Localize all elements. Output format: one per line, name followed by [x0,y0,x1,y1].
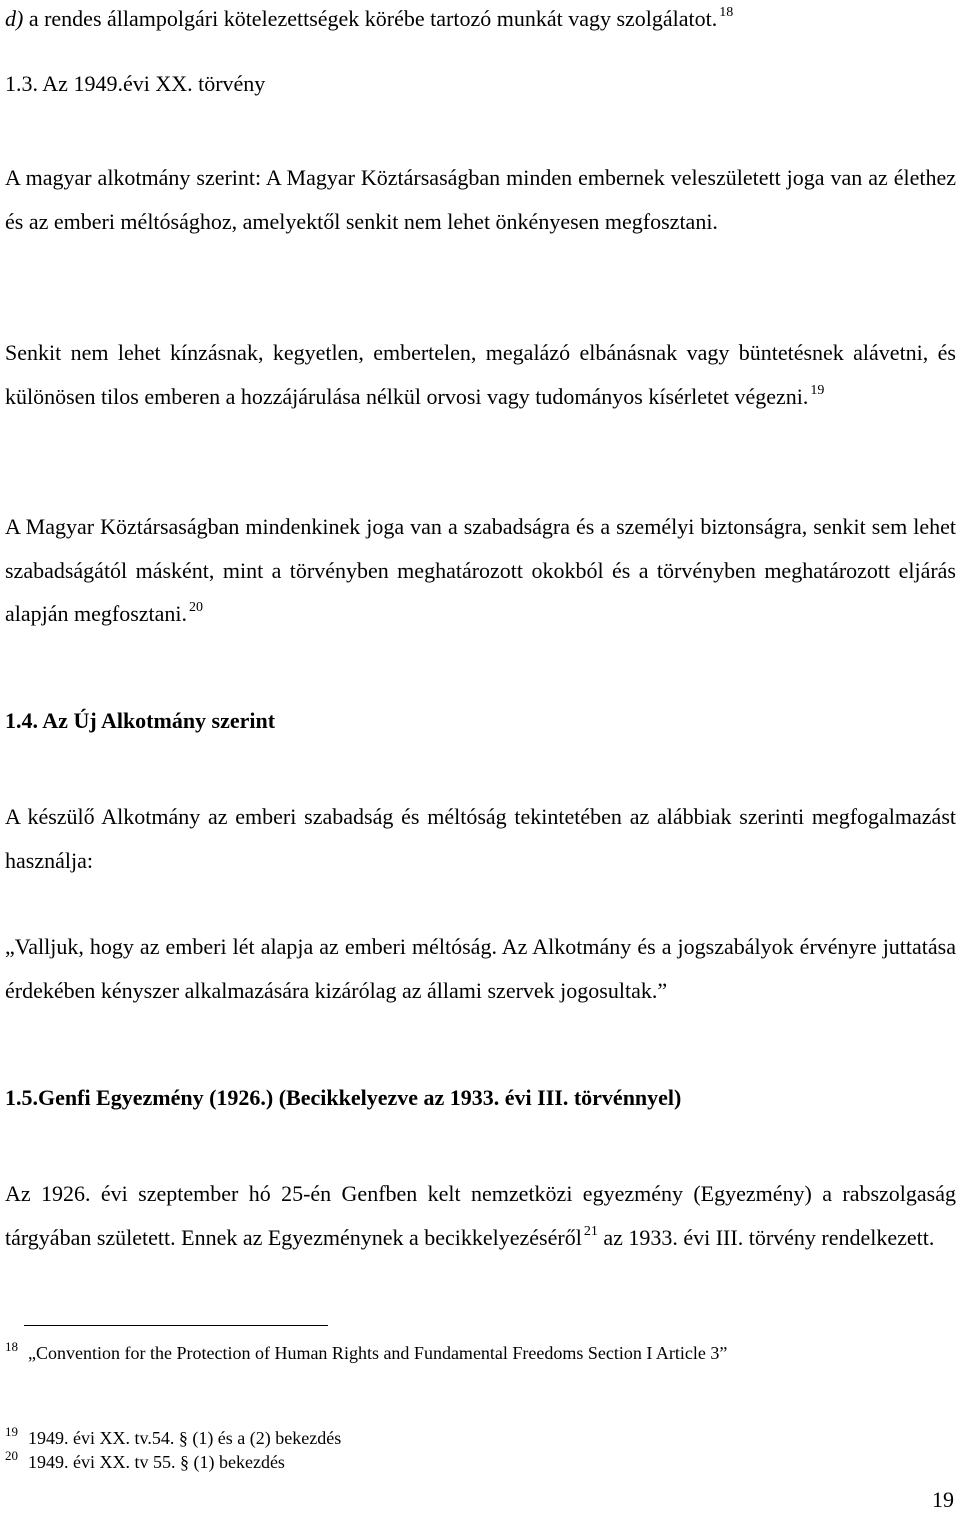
footnote-text: 1949. évi XX. tv 55. § (1) bekezdés [28,1452,285,1472]
paragraph-uj-alkotmany: A készülő Alkotmány az emberi szabadság és méltóság tekintetében az alábbiak szerinti megfogalmazást használja: [5,804,956,873]
footnote-number: 19 [5,1424,18,1439]
paragraph-genfi-egyezmeny [5,1172,956,1263]
footnote-18 [5,1339,728,1364]
footnote-ref-20[interactable]: 20 [189,600,204,615]
footnote-20 [5,1448,285,1473]
page-number: 19 [932,1487,954,1512]
quote-uj-alkotmany: „Valljuk, hogy az emberi lét alapja az emberi méltóság. Az Alkotmány és a jogszabályok érvényre juttatása érdekében kényszer alkalmazására kizárólag az állami szervek jogosultak.” [5,934,956,1003]
footnote-text: 1949. évi XX. tv.54. § (1) és a (2) bekezdés [28,1428,342,1448]
footnote-text: „Convention for the Protection of Human Rights and Fundamental Freedoms Section I Article 3” [28,1343,728,1363]
list-item-text: a rendes állampolgári kötelezettségek körébe tartozó munkát vagy szolgálatot. [23,6,718,31]
footnote-19 [5,1424,342,1449]
paragraph-alkotmany-1: A magyar alkotmány szerint: A Magyar Köztársaságban minden embernek veleszületett joga van az élethez és az emberi méltósághoz, amelyektől senkit nem lehet önkényesen megfosztani. [5,165,956,234]
paragraph-text-cont: az 1933. évi III. törvény rendelkezett. [597,1224,935,1250]
footnote-number: 18 [5,1339,18,1354]
section-heading-1-3: 1.3. Az 1949.évi XX. törvény [5,71,266,96]
footnote-ref-19[interactable]: 19 [810,382,825,398]
paragraph-text: Senkit nem lehet kínzásnak, kegyetlen, embertelen, megalázó elbánásnak vagy büntetésnek alávetni, és különösen tilos emberen a hozzájárulása nélkül orvosi vagy tudományos kísérletet végezni. [5,340,956,409]
section-heading-1-5: 1.5.Genfi Egyezmény (1926.) (Becikkelyezve az 1933. évi III. törvénnyel) [5,1085,682,1110]
paragraph-text: A Magyar Köztársaságban mindenkinek joga van a szabadságra és a személyi biztonságra, senkit sem lehet szabadságától másként, mint a törvényben meghatározott okokból és a törvényben meghatározott eljárás alapján megfosztani. [5,514,956,626]
list-item-d [5,6,733,36]
footnote-ref-18[interactable]: 18 [719,5,734,20]
paragraph-text: Az 1926. évi szeptember hó 25-én Genfben kelt nemzetközi egyezmény (Egyezmény) a rabszolgaság tárgyában született. Ennek az Egyezménynek a becikkelyezéséről [5,1181,956,1250]
list-item-label: d) [5,6,24,31]
footnote-ref-21[interactable]: 21 [583,1223,598,1239]
footnote-number: 20 [5,1448,18,1463]
section-heading-1-4: 1.4. Az Új Alkotmány szerint [5,708,276,733]
paragraph-alkotmany-2 [5,331,956,422]
footnote-separator [24,1325,328,1326]
paragraph-alkotmany-3 [5,505,956,640]
